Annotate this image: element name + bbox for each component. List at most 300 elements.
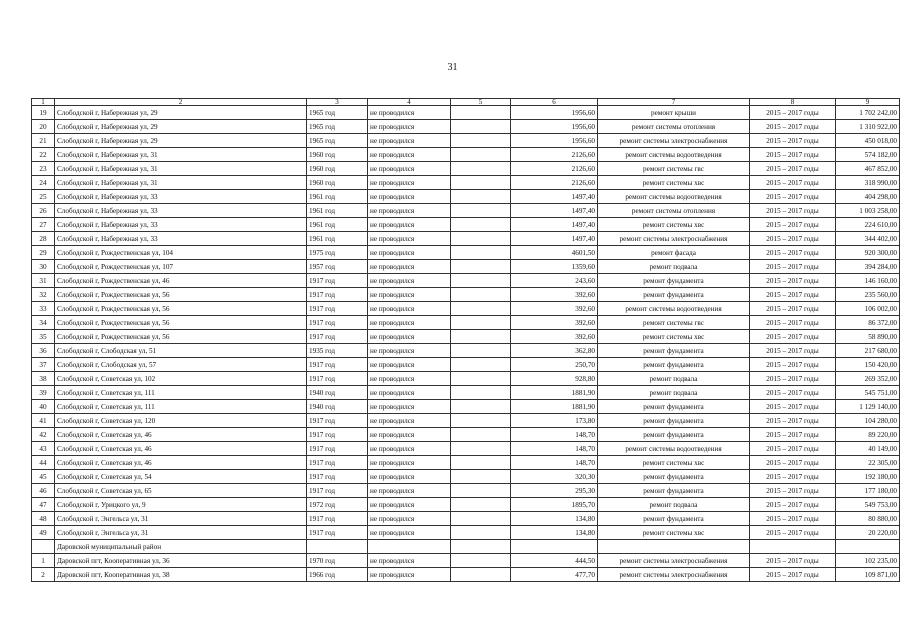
empty-cell: [451, 148, 511, 162]
last-repair-cell: не проводился: [368, 176, 451, 190]
cost-cell: 217 680,00: [836, 344, 900, 358]
period-cell: 2015 – 2017 годы: [750, 260, 836, 274]
column-number: 9: [836, 99, 900, 106]
address-cell: Слободской г, Советская ул, 46: [55, 442, 307, 456]
area-cell: 134,80: [511, 512, 598, 526]
table-row: [32, 344, 900, 358]
cost-cell: 150 420,00: [836, 358, 900, 372]
period-cell: 2015 – 2017 годы: [750, 568, 836, 582]
last-repair-cell: не проводился: [368, 106, 451, 120]
row-number-cell: 28: [32, 232, 55, 246]
area-cell: 1497,40: [511, 204, 598, 218]
work-type-cell: ремонт фундамента: [598, 400, 750, 414]
cost-cell: 1 702 242,00: [836, 106, 900, 120]
empty-cell: [451, 246, 511, 260]
area-cell: 444,50: [511, 554, 598, 568]
address-cell: Слободской г, Советская ул, 111: [55, 400, 307, 414]
row-number-cell: 39: [32, 386, 55, 400]
address-cell: Слободской г, Советская ул, 46: [55, 456, 307, 470]
period-cell: 2015 – 2017 годы: [750, 162, 836, 176]
column-number: 7: [598, 99, 750, 106]
area-cell: 1956,60: [511, 120, 598, 134]
address-cell: Слободской г, Энгельса ул, 31: [55, 526, 307, 540]
row-number-cell: 20: [32, 120, 55, 134]
row-number-cell: 19: [32, 106, 55, 120]
year-cell: 1960 год: [307, 148, 368, 162]
table-row: [32, 358, 900, 372]
table-row: [32, 106, 900, 120]
year-cell: 1972 год: [307, 498, 368, 512]
year-cell: 1917 год: [307, 512, 368, 526]
address-cell: Слободской г, Рождественская ул, 56: [55, 330, 307, 344]
row-number-cell: 31: [32, 274, 55, 288]
work-type-cell: ремонт системы электроснабжения: [598, 134, 750, 148]
row-number-cell: [32, 540, 55, 554]
year-cell: 1965 год: [307, 120, 368, 134]
empty-cell: [451, 554, 511, 568]
area-cell: [511, 540, 598, 554]
column-number: 4: [368, 99, 451, 106]
year-cell: 1917 год: [307, 526, 368, 540]
work-type-cell: ремонт фундамента: [598, 484, 750, 498]
empty-cell: [451, 372, 511, 386]
period-cell: [750, 540, 836, 554]
address-cell: Даровской пгт, Кооперативная ул, 36: [55, 554, 307, 568]
table-row: [32, 134, 900, 148]
table-row: [32, 386, 900, 400]
last-repair-cell: не проводился: [368, 274, 451, 288]
area-cell: 392,60: [511, 288, 598, 302]
cost-cell: 269 352,00: [836, 372, 900, 386]
year-cell: 1961 год: [307, 218, 368, 232]
cost-cell: 1 129 140,00: [836, 400, 900, 414]
area-cell: 4601,50: [511, 246, 598, 260]
cost-cell: [836, 540, 900, 554]
last-repair-cell: не проводился: [368, 414, 451, 428]
last-repair-cell: не проводился: [368, 246, 451, 260]
year-cell: 1966 год: [307, 568, 368, 582]
period-cell: 2015 – 2017 годы: [750, 302, 836, 316]
cost-cell: 80 880,00: [836, 512, 900, 526]
cost-cell: 920 300,00: [836, 246, 900, 260]
work-type-cell: ремонт системы отопления: [598, 204, 750, 218]
last-repair-cell: не проводился: [368, 386, 451, 400]
work-type-cell: ремонт фундамента: [598, 274, 750, 288]
empty-cell: [451, 274, 511, 288]
empty-cell: [451, 414, 511, 428]
year-cell: 1917 год: [307, 274, 368, 288]
year-cell: 1940 год: [307, 386, 368, 400]
area-cell: 1956,60: [511, 106, 598, 120]
address-cell: Слободской г, Набережная ул, 33: [55, 204, 307, 218]
work-type-cell: ремонт фасада: [598, 246, 750, 260]
work-type-cell: ремонт системы водоотведения: [598, 190, 750, 204]
last-repair-cell: не проводился: [368, 120, 451, 134]
year-cell: 1957 год: [307, 260, 368, 274]
area-cell: 250,70: [511, 358, 598, 372]
work-type-cell: ремонт системы электроснабжения: [598, 568, 750, 582]
row-number-cell: 42: [32, 428, 55, 442]
row-number-cell: 34: [32, 316, 55, 330]
row-number-cell: 30: [32, 260, 55, 274]
area-cell: 243,60: [511, 274, 598, 288]
year-cell: 1961 год: [307, 232, 368, 246]
empty-cell: [451, 106, 511, 120]
last-repair-cell: не проводился: [368, 512, 451, 526]
section-header-row: [32, 540, 900, 554]
work-type-cell: ремонт подвала: [598, 386, 750, 400]
year-cell: [307, 540, 368, 554]
table-row: [32, 204, 900, 218]
address-cell: Слободской г, Урицкого ул, 9: [55, 498, 307, 512]
table-row: [32, 316, 900, 330]
year-cell: 1935 год: [307, 344, 368, 358]
work-type-cell: ремонт подвала: [598, 372, 750, 386]
area-cell: 362,80: [511, 344, 598, 358]
period-cell: 2015 – 2017 годы: [750, 526, 836, 540]
address-cell: Слободской г, Набережная ул, 29: [55, 120, 307, 134]
empty-cell: [451, 526, 511, 540]
last-repair-cell: не проводился: [368, 260, 451, 274]
row-number-cell: 43: [32, 442, 55, 456]
period-cell: 2015 – 2017 годы: [750, 512, 836, 526]
period-cell: 2015 – 2017 годы: [750, 176, 836, 190]
cost-cell: 104 280,00: [836, 414, 900, 428]
area-cell: 173,80: [511, 414, 598, 428]
address-cell: Слободской г, Рождественская ул, 56: [55, 316, 307, 330]
empty-cell: [451, 386, 511, 400]
page-number: 31: [447, 62, 458, 73]
table-row: [32, 162, 900, 176]
address-cell: Слободской г, Рождественская ул, 56: [55, 288, 307, 302]
period-cell: 2015 – 2017 годы: [750, 330, 836, 344]
cost-cell: 545 751,00: [836, 386, 900, 400]
period-cell: 2015 – 2017 годы: [750, 134, 836, 148]
period-cell: 2015 – 2017 годы: [750, 414, 836, 428]
period-cell: 2015 – 2017 годы: [750, 470, 836, 484]
cost-cell: 344 402,00: [836, 232, 900, 246]
empty-cell: [451, 428, 511, 442]
last-repair-cell: не проводился: [368, 134, 451, 148]
table-row: [32, 176, 900, 190]
row-number-cell: 2: [32, 568, 55, 582]
row-number-cell: 29: [32, 246, 55, 260]
empty-cell: [451, 190, 511, 204]
year-cell: 1961 год: [307, 204, 368, 218]
row-number-cell: 38: [32, 372, 55, 386]
column-number: 8: [750, 99, 836, 106]
table-row: [32, 526, 900, 540]
address-cell: Слободской г, Набережная ул, 33: [55, 218, 307, 232]
cost-cell: 404 298,00: [836, 190, 900, 204]
year-cell: 1970 год: [307, 554, 368, 568]
period-cell: 2015 – 2017 годы: [750, 274, 836, 288]
row-number-cell: 23: [32, 162, 55, 176]
last-repair-cell: не проводился: [368, 484, 451, 498]
cost-cell: 177 180,00: [836, 484, 900, 498]
table-row: [32, 232, 900, 246]
area-cell: 1895,70: [511, 498, 598, 512]
address-cell: Слободской г, Советская ул, 46: [55, 428, 307, 442]
table-row: [32, 456, 900, 470]
last-repair-cell: не проводился: [368, 344, 451, 358]
work-type-cell: ремонт фундамента: [598, 428, 750, 442]
address-cell: Слободской г, Рождественская ул, 56: [55, 302, 307, 316]
empty-cell: [451, 260, 511, 274]
row-number-cell: 25: [32, 190, 55, 204]
address-cell: Слободской г, Советская ул, 65: [55, 484, 307, 498]
cost-cell: 235 560,00: [836, 288, 900, 302]
table-row: [32, 498, 900, 512]
cost-cell: 394 284,00: [836, 260, 900, 274]
period-cell: 2015 – 2017 годы: [750, 386, 836, 400]
area-cell: 1956,60: [511, 134, 598, 148]
last-repair-cell: не проводился: [368, 442, 451, 456]
year-cell: 1917 год: [307, 316, 368, 330]
table-row: [32, 568, 900, 582]
cost-cell: 318 990,00: [836, 176, 900, 190]
cost-cell: 1 310 922,00: [836, 120, 900, 134]
table-row: [32, 288, 900, 302]
address-cell: Слободской г, Энгельса ул, 31: [55, 512, 307, 526]
cost-cell: 40 149,00: [836, 442, 900, 456]
address-cell: Слободской г, Советская ул, 102: [55, 372, 307, 386]
cost-cell: 146 160,00: [836, 274, 900, 288]
address-cell: Слободской г, Набережная ул, 31: [55, 162, 307, 176]
last-repair-cell: не проводился: [368, 204, 451, 218]
address-cell: Слободской г, Набережная ул, 33: [55, 232, 307, 246]
area-cell: 1359,60: [511, 260, 598, 274]
area-cell: 148,70: [511, 442, 598, 456]
last-repair-cell: не проводился: [368, 568, 451, 582]
last-repair-cell: не проводился: [368, 288, 451, 302]
cost-cell: 450 018,00: [836, 134, 900, 148]
cost-cell: 192 180,00: [836, 470, 900, 484]
empty-cell: [451, 400, 511, 414]
year-cell: 1917 год: [307, 470, 368, 484]
last-repair-cell: не проводился: [368, 148, 451, 162]
address-cell: Слободской г, Рождественская ул, 46: [55, 274, 307, 288]
empty-cell: [451, 288, 511, 302]
address-cell: Слободской г, Слободская ул, 51: [55, 344, 307, 358]
last-repair-cell: не проводился: [368, 358, 451, 372]
period-cell: 2015 – 2017 годы: [750, 554, 836, 568]
row-number-cell: 49: [32, 526, 55, 540]
work-type-cell: ремонт фундамента: [598, 358, 750, 372]
area-cell: 1497,40: [511, 218, 598, 232]
period-cell: 2015 – 2017 годы: [750, 232, 836, 246]
last-repair-cell: не проводился: [368, 372, 451, 386]
year-cell: 1965 год: [307, 106, 368, 120]
period-cell: 2015 – 2017 годы: [750, 316, 836, 330]
last-repair-cell: не проводился: [368, 316, 451, 330]
year-cell: 1965 год: [307, 134, 368, 148]
empty-cell: [451, 484, 511, 498]
empty-cell: [451, 540, 511, 554]
row-number-cell: 37: [32, 358, 55, 372]
year-cell: 1917 год: [307, 288, 368, 302]
address-cell: Слободской г, Рождественская ул, 104: [55, 246, 307, 260]
row-number-cell: 40: [32, 400, 55, 414]
period-cell: 2015 – 2017 годы: [750, 148, 836, 162]
year-cell: 1917 год: [307, 302, 368, 316]
year-cell: 1917 год: [307, 442, 368, 456]
period-cell: 2015 – 2017 годы: [750, 428, 836, 442]
table-row: [32, 554, 900, 568]
table-row: [32, 330, 900, 344]
cost-cell: 86 372,00: [836, 316, 900, 330]
cost-cell: 467 852,00: [836, 162, 900, 176]
row-number-cell: 32: [32, 288, 55, 302]
cost-cell: 58 890,00: [836, 330, 900, 344]
row-number-cell: 27: [32, 218, 55, 232]
last-repair-cell: не проводился: [368, 162, 451, 176]
table-row: [32, 274, 900, 288]
row-number-cell: 1: [32, 554, 55, 568]
address-cell: Слободской г, Набережная ул, 29: [55, 106, 307, 120]
empty-cell: [451, 218, 511, 232]
work-type-cell: ремонт системы электроснабжения: [598, 554, 750, 568]
last-repair-cell: не проводился: [368, 470, 451, 484]
table-row: [32, 484, 900, 498]
address-cell: Слободской г, Советская ул, 120: [55, 414, 307, 428]
cost-cell: 22 305,00: [836, 456, 900, 470]
year-cell: 1917 год: [307, 358, 368, 372]
address-cell: Слободской г, Слободская ул, 57: [55, 358, 307, 372]
table-row: [32, 428, 900, 442]
work-type-cell: ремонт фундамента: [598, 512, 750, 526]
table-row: [32, 120, 900, 134]
empty-cell: [451, 498, 511, 512]
cost-cell: 549 753,00: [836, 498, 900, 512]
table-row: [32, 442, 900, 456]
address-cell: Слободской г, Советская ул, 54: [55, 470, 307, 484]
area-cell: 392,60: [511, 302, 598, 316]
work-type-cell: ремонт фундамента: [598, 344, 750, 358]
year-cell: 1975 год: [307, 246, 368, 260]
area-cell: 1881,90: [511, 400, 598, 414]
year-cell: 1961 год: [307, 190, 368, 204]
last-repair-cell: не проводился: [368, 456, 451, 470]
period-cell: 2015 – 2017 годы: [750, 400, 836, 414]
empty-cell: [451, 232, 511, 246]
work-type-cell: ремонт подвала: [598, 260, 750, 274]
row-number-cell: 22: [32, 148, 55, 162]
work-type-cell: ремонт системы водоотведения: [598, 442, 750, 456]
empty-cell: [451, 204, 511, 218]
empty-cell: [451, 456, 511, 470]
row-number-cell: 48: [32, 512, 55, 526]
last-repair-cell: не проводился: [368, 302, 451, 316]
empty-cell: [451, 120, 511, 134]
empty-cell: [451, 568, 511, 582]
empty-cell: [451, 134, 511, 148]
column-number-row: [32, 99, 900, 106]
year-cell: 1960 год: [307, 162, 368, 176]
column-number: 1: [32, 99, 55, 106]
period-cell: 2015 – 2017 годы: [750, 344, 836, 358]
year-cell: 1917 год: [307, 484, 368, 498]
work-type-cell: ремонт системы хвс: [598, 526, 750, 540]
empty-cell: [451, 358, 511, 372]
empty-cell: [451, 442, 511, 456]
column-number: 2: [55, 99, 307, 106]
year-cell: 1940 год: [307, 400, 368, 414]
capital-repair-table: [31, 98, 900, 582]
work-type-cell: ремонт системы хвс: [598, 330, 750, 344]
last-repair-cell: не проводился: [368, 526, 451, 540]
area-cell: 148,70: [511, 456, 598, 470]
work-type-cell: ремонт системы хвс: [598, 218, 750, 232]
last-repair-cell: не проводился: [368, 218, 451, 232]
table-row: [32, 400, 900, 414]
period-cell: 2015 – 2017 годы: [750, 218, 836, 232]
period-cell: 2015 – 2017 годы: [750, 190, 836, 204]
row-number-cell: 36: [32, 344, 55, 358]
work-type-cell: ремонт системы отопления: [598, 120, 750, 134]
row-number-cell: 33: [32, 302, 55, 316]
last-repair-cell: [368, 540, 451, 554]
last-repair-cell: не проводился: [368, 554, 451, 568]
cost-cell: 20 220,00: [836, 526, 900, 540]
work-type-cell: ремонт фундамента: [598, 470, 750, 484]
empty-cell: [451, 302, 511, 316]
column-number: 3: [307, 99, 368, 106]
table-row: [32, 414, 900, 428]
last-repair-cell: не проводился: [368, 498, 451, 512]
table-row: [32, 260, 900, 274]
last-repair-cell: не проводился: [368, 232, 451, 246]
address-cell: Слободской г, Набережная ул, 31: [55, 176, 307, 190]
last-repair-cell: не проводился: [368, 400, 451, 414]
empty-cell: [451, 176, 511, 190]
area-cell: 928,80: [511, 372, 598, 386]
row-number-cell: 46: [32, 484, 55, 498]
row-number-cell: 45: [32, 470, 55, 484]
last-repair-cell: не проводился: [368, 428, 451, 442]
last-repair-cell: не проводился: [368, 190, 451, 204]
area-cell: 1497,40: [511, 232, 598, 246]
period-cell: 2015 – 2017 годы: [750, 246, 836, 260]
empty-cell: [451, 512, 511, 526]
period-cell: 2015 – 2017 годы: [750, 288, 836, 302]
year-cell: 1917 год: [307, 330, 368, 344]
empty-cell: [451, 316, 511, 330]
table-row: [32, 302, 900, 316]
year-cell: 1917 год: [307, 428, 368, 442]
cost-cell: 224 610,00: [836, 218, 900, 232]
address-cell: Слободской г, Советская ул, 111: [55, 386, 307, 400]
area-cell: 148,70: [511, 428, 598, 442]
last-repair-cell: не проводился: [368, 330, 451, 344]
row-number-cell: 44: [32, 456, 55, 470]
cost-cell: 574 182,00: [836, 148, 900, 162]
work-type-cell: ремонт крыши: [598, 106, 750, 120]
period-cell: 2015 – 2017 годы: [750, 372, 836, 386]
work-type-cell: ремонт системы электроснабжения: [598, 232, 750, 246]
work-type-cell: ремонт фундамента: [598, 414, 750, 428]
address-cell: Даровской пгт, Кооперативная ул, 38: [55, 568, 307, 582]
area-cell: 2126,60: [511, 162, 598, 176]
area-cell: 2126,60: [511, 176, 598, 190]
period-cell: 2015 – 2017 годы: [750, 484, 836, 498]
address-cell: Слободской г, Набережная ул, 33: [55, 190, 307, 204]
table-row: [32, 246, 900, 260]
area-cell: 392,60: [511, 330, 598, 344]
address-cell: Слободской г, Рождественская ул, 107: [55, 260, 307, 274]
address-cell: Слободской г, Набережная ул, 29: [55, 134, 307, 148]
period-cell: 2015 – 2017 годы: [750, 442, 836, 456]
